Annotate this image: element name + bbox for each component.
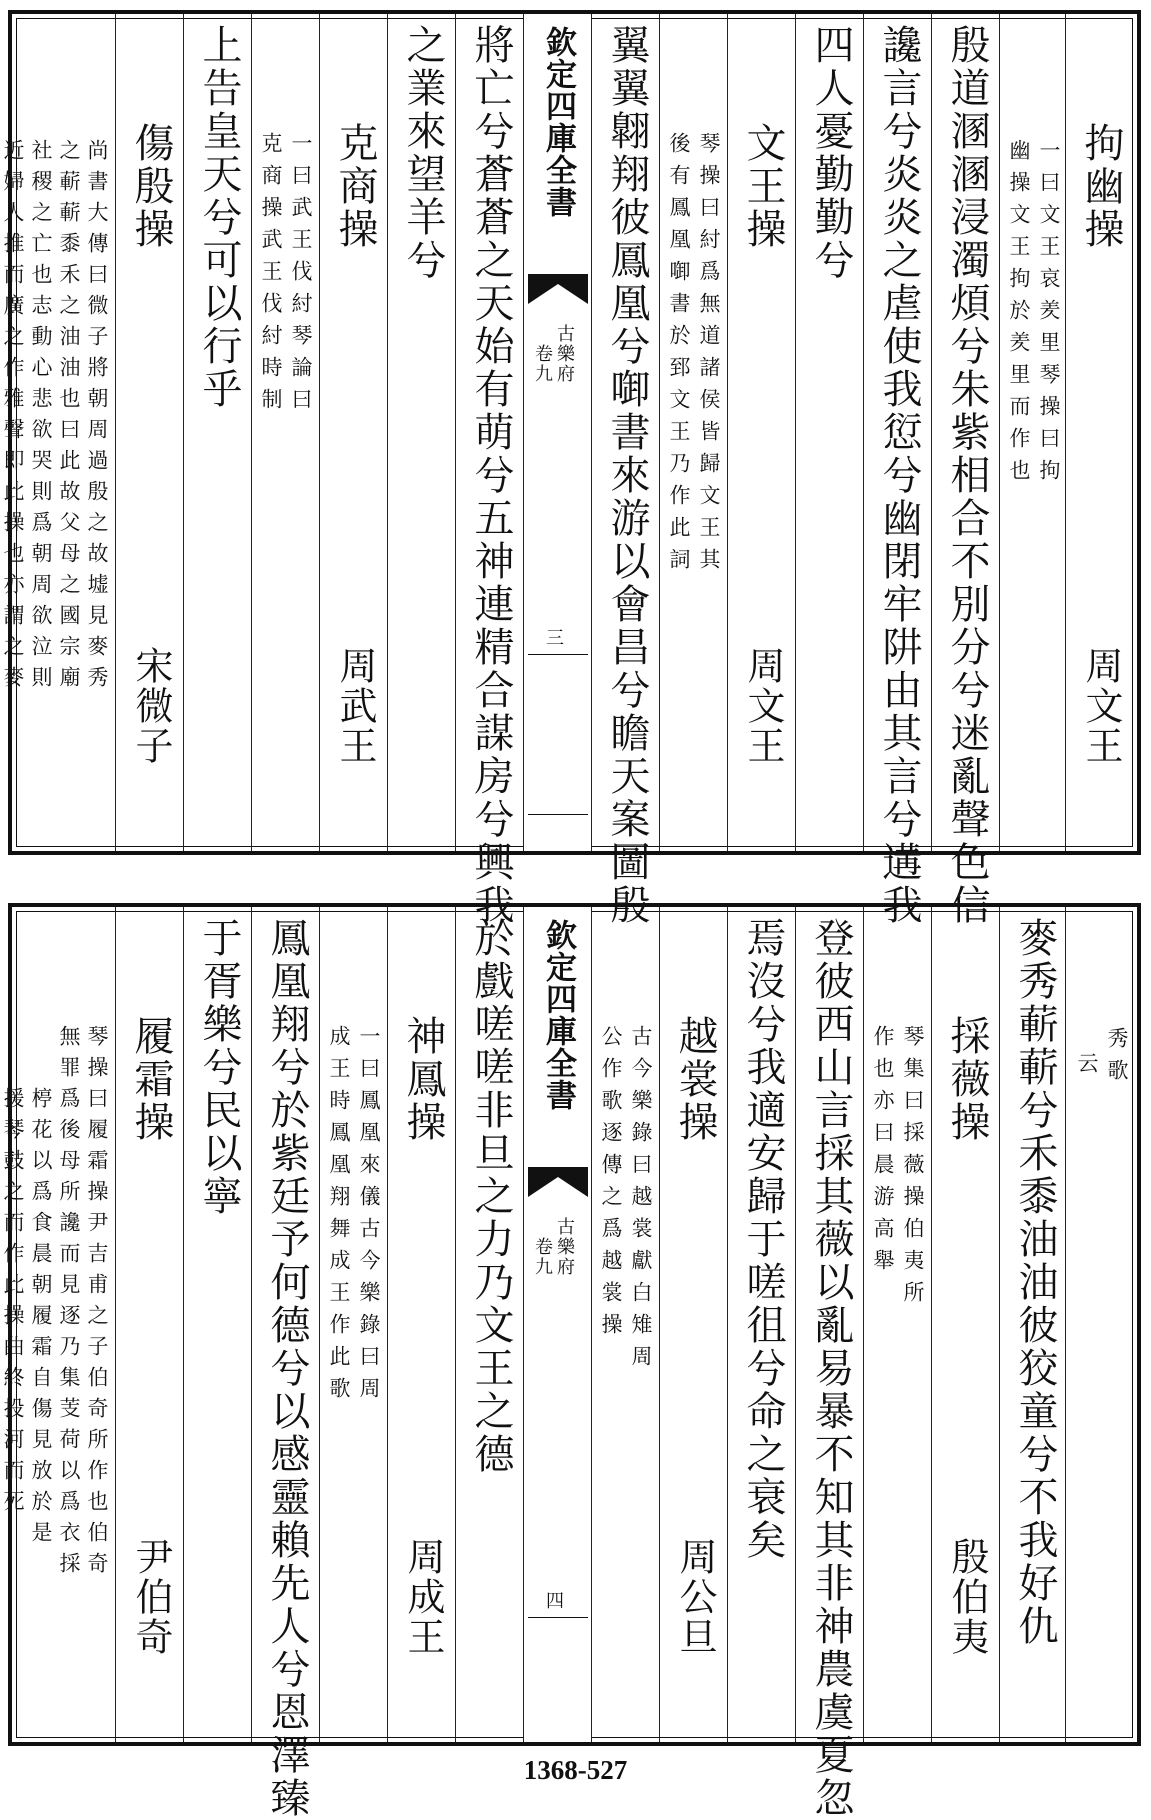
center-fold — [523, 14, 591, 851]
column-verse — [183, 907, 251, 1742]
column-note — [251, 14, 319, 851]
note-line: 一曰文王哀羑里琴操曰拘 — [1037, 139, 1061, 491]
column-note — [999, 14, 1065, 851]
column-title — [115, 907, 183, 1742]
note-line: 近婦人推而廣之作雅聲即此操也亦謂之麥 — [1, 139, 25, 697]
verse-line: 麥秀蔪蔪兮禾黍油油彼狡童兮不我好仇 — [1012, 917, 1058, 1648]
note-line: 一曰武王伐紂琴論曰 — [289, 132, 313, 420]
column-note — [1065, 907, 1137, 1742]
note-line: 云 — [1075, 1052, 1099, 1084]
piece-title: 越裳操 — [672, 1015, 718, 1144]
column-note — [319, 907, 387, 1742]
verse-line: 焉沒兮我適安歸于嗟徂兮命之衰矣 — [740, 917, 786, 1562]
note-line: 成王時鳳凰翔舞成王作此歌 — [327, 1025, 351, 1409]
fish-tail-icon — [528, 1167, 588, 1197]
page-reference-number: 1368-527 — [523, 1755, 628, 1785]
book-name: 古樂府 — [554, 324, 575, 384]
column-verse — [591, 14, 659, 927]
book-name: 古樂府 — [554, 1217, 575, 1277]
juan-number: 卷九 — [532, 1237, 553, 1277]
verse-line: 四人憂勤勤兮 — [808, 24, 854, 282]
center-label: 欽定四庫全書 — [540, 919, 576, 1111]
piece-author: 周文王 — [741, 646, 785, 766]
note-line: 克商操武王伐紂時制 — [259, 132, 283, 420]
verse-line: 翼翼翺翔彼鳳凰兮啣書來游以會昌兮瞻天案圖殷 — [604, 24, 650, 927]
note-line: 琴操曰紂爲無道諸侯皆歸文王其 — [697, 132, 721, 580]
note-line: 古今樂錄曰越裳獻白雉周 — [629, 1025, 653, 1377]
note-line: 之蔪蔪黍禾之油油也曰此故父母之國宗廟 — [57, 139, 81, 697]
note-line: 琴操曰履霜操尹吉甫之子伯奇所作也伯奇 — [85, 1025, 109, 1583]
note-line: 一曰鳳凰來儀古今樂錄曰周 — [357, 1025, 381, 1409]
folio-rule — [528, 1617, 588, 1618]
piece-author: 周公旦 — [673, 1537, 717, 1657]
column-title — [115, 14, 183, 851]
piece-title: 神鳳操 — [400, 1015, 446, 1144]
column-note — [0, 14, 115, 851]
note-line: 幽操文王拘於羑里而作也 — [1007, 139, 1031, 491]
column-verse — [455, 907, 523, 1742]
column-verse — [999, 907, 1065, 1742]
center-fold — [523, 907, 591, 1742]
column-title — [727, 14, 795, 851]
note-line: 社稷之亡也志動心悲欲哭則爲朝周欲泣則 — [29, 139, 53, 697]
column-title — [931, 907, 999, 1742]
column-note — [591, 907, 659, 1742]
column-verse — [455, 14, 523, 927]
column-title — [659, 907, 727, 1742]
center-label: 欽定四庫全書 — [540, 26, 576, 218]
note-line: 尚書大傳曰微子將朝周過殷之故墟見麥秀 — [85, 139, 109, 697]
verse-line: 於戲嗟嗟非旦之力乃文王之德 — [468, 917, 514, 1476]
piece-author: 周武王 — [333, 646, 377, 766]
verse-line: 上告皇天兮可以行乎 — [196, 24, 242, 411]
note-line: 秀歌 — [1105, 1027, 1129, 1091]
folio-number: 四 — [546, 1591, 564, 1612]
piece-title: 採薇操 — [944, 1015, 990, 1144]
verse-line: 將亡兮蒼蒼之天始有萌兮五神連精合謀房兮興我 — [468, 24, 514, 927]
piece-author: 尹伯奇 — [129, 1537, 173, 1657]
folio-number: 三 — [546, 628, 564, 649]
piece-title: 拘幽操 — [1078, 122, 1124, 251]
fish-tail-icon — [528, 274, 588, 304]
verse-line: 于胥樂兮民以寧 — [196, 917, 242, 1218]
column-note — [659, 14, 727, 851]
column-verse — [795, 14, 863, 851]
note-line: 無罪爲後母所讒而見逐乃集芰荷以爲衣採 — [57, 1025, 81, 1583]
piece-author: 宋微子 — [129, 646, 173, 766]
piece-title: 履霜操 — [128, 1015, 174, 1144]
column-verse — [251, 907, 319, 1820]
piece-title: 傷殷操 — [128, 122, 174, 251]
piece-author: 殷伯夷 — [945, 1537, 989, 1657]
folio-rule — [528, 654, 588, 655]
juan-number: 卷九 — [532, 344, 553, 384]
piece-title: 文王操 — [740, 122, 786, 251]
column-note — [863, 907, 931, 1742]
column-title — [387, 907, 455, 1742]
top-page-panel — [1, 10, 1141, 927]
note-line: 公作歌逐傳之爲越裳操 — [599, 1025, 623, 1345]
piece-author: 周成王 — [401, 1537, 445, 1657]
column-verse — [863, 14, 931, 927]
column-verse — [795, 907, 863, 1820]
note-line: 作也亦曰晨游高舉 — [871, 1025, 895, 1281]
column-title — [1065, 14, 1137, 851]
column-verse — [183, 14, 251, 851]
column-verse — [387, 14, 455, 851]
verse-line: 讒言兮炎炎之虐使我愆兮幽閉牢阱由其言兮遘我 — [876, 24, 922, 927]
piece-author: 周文王 — [1079, 646, 1123, 766]
verse-line: 鳳凰翔兮於紫廷予何德兮以感靈賴先人兮恩澤臻 — [264, 917, 310, 1820]
note-line: 琴集曰採薇操伯夷所 — [901, 1025, 925, 1313]
note-line: 後有鳳凰啣書於郅文王乃作此詞 — [667, 132, 691, 580]
lower-rule — [528, 814, 588, 815]
note-line: 援琴鼓之而作此操曲終投河而死 — [1, 1087, 25, 1521]
column-title — [319, 14, 387, 851]
column-verse — [931, 14, 999, 927]
note-line: 楟花以爲食晨朝履霜自傷見放於是 — [29, 1087, 53, 1552]
verse-line: 殷道溷溷浸濁煩兮朱紫相合不別分兮迷亂聲色信 — [944, 24, 990, 927]
column-verse — [727, 907, 795, 1742]
column-note — [0, 907, 115, 1742]
piece-title: 克商操 — [332, 122, 378, 251]
verse-line: 登彼西山言採其薇以亂易暴不知其非神農虞夏忽 — [808, 917, 854, 1820]
verse-line: 之業來望羊兮 — [400, 24, 446, 282]
